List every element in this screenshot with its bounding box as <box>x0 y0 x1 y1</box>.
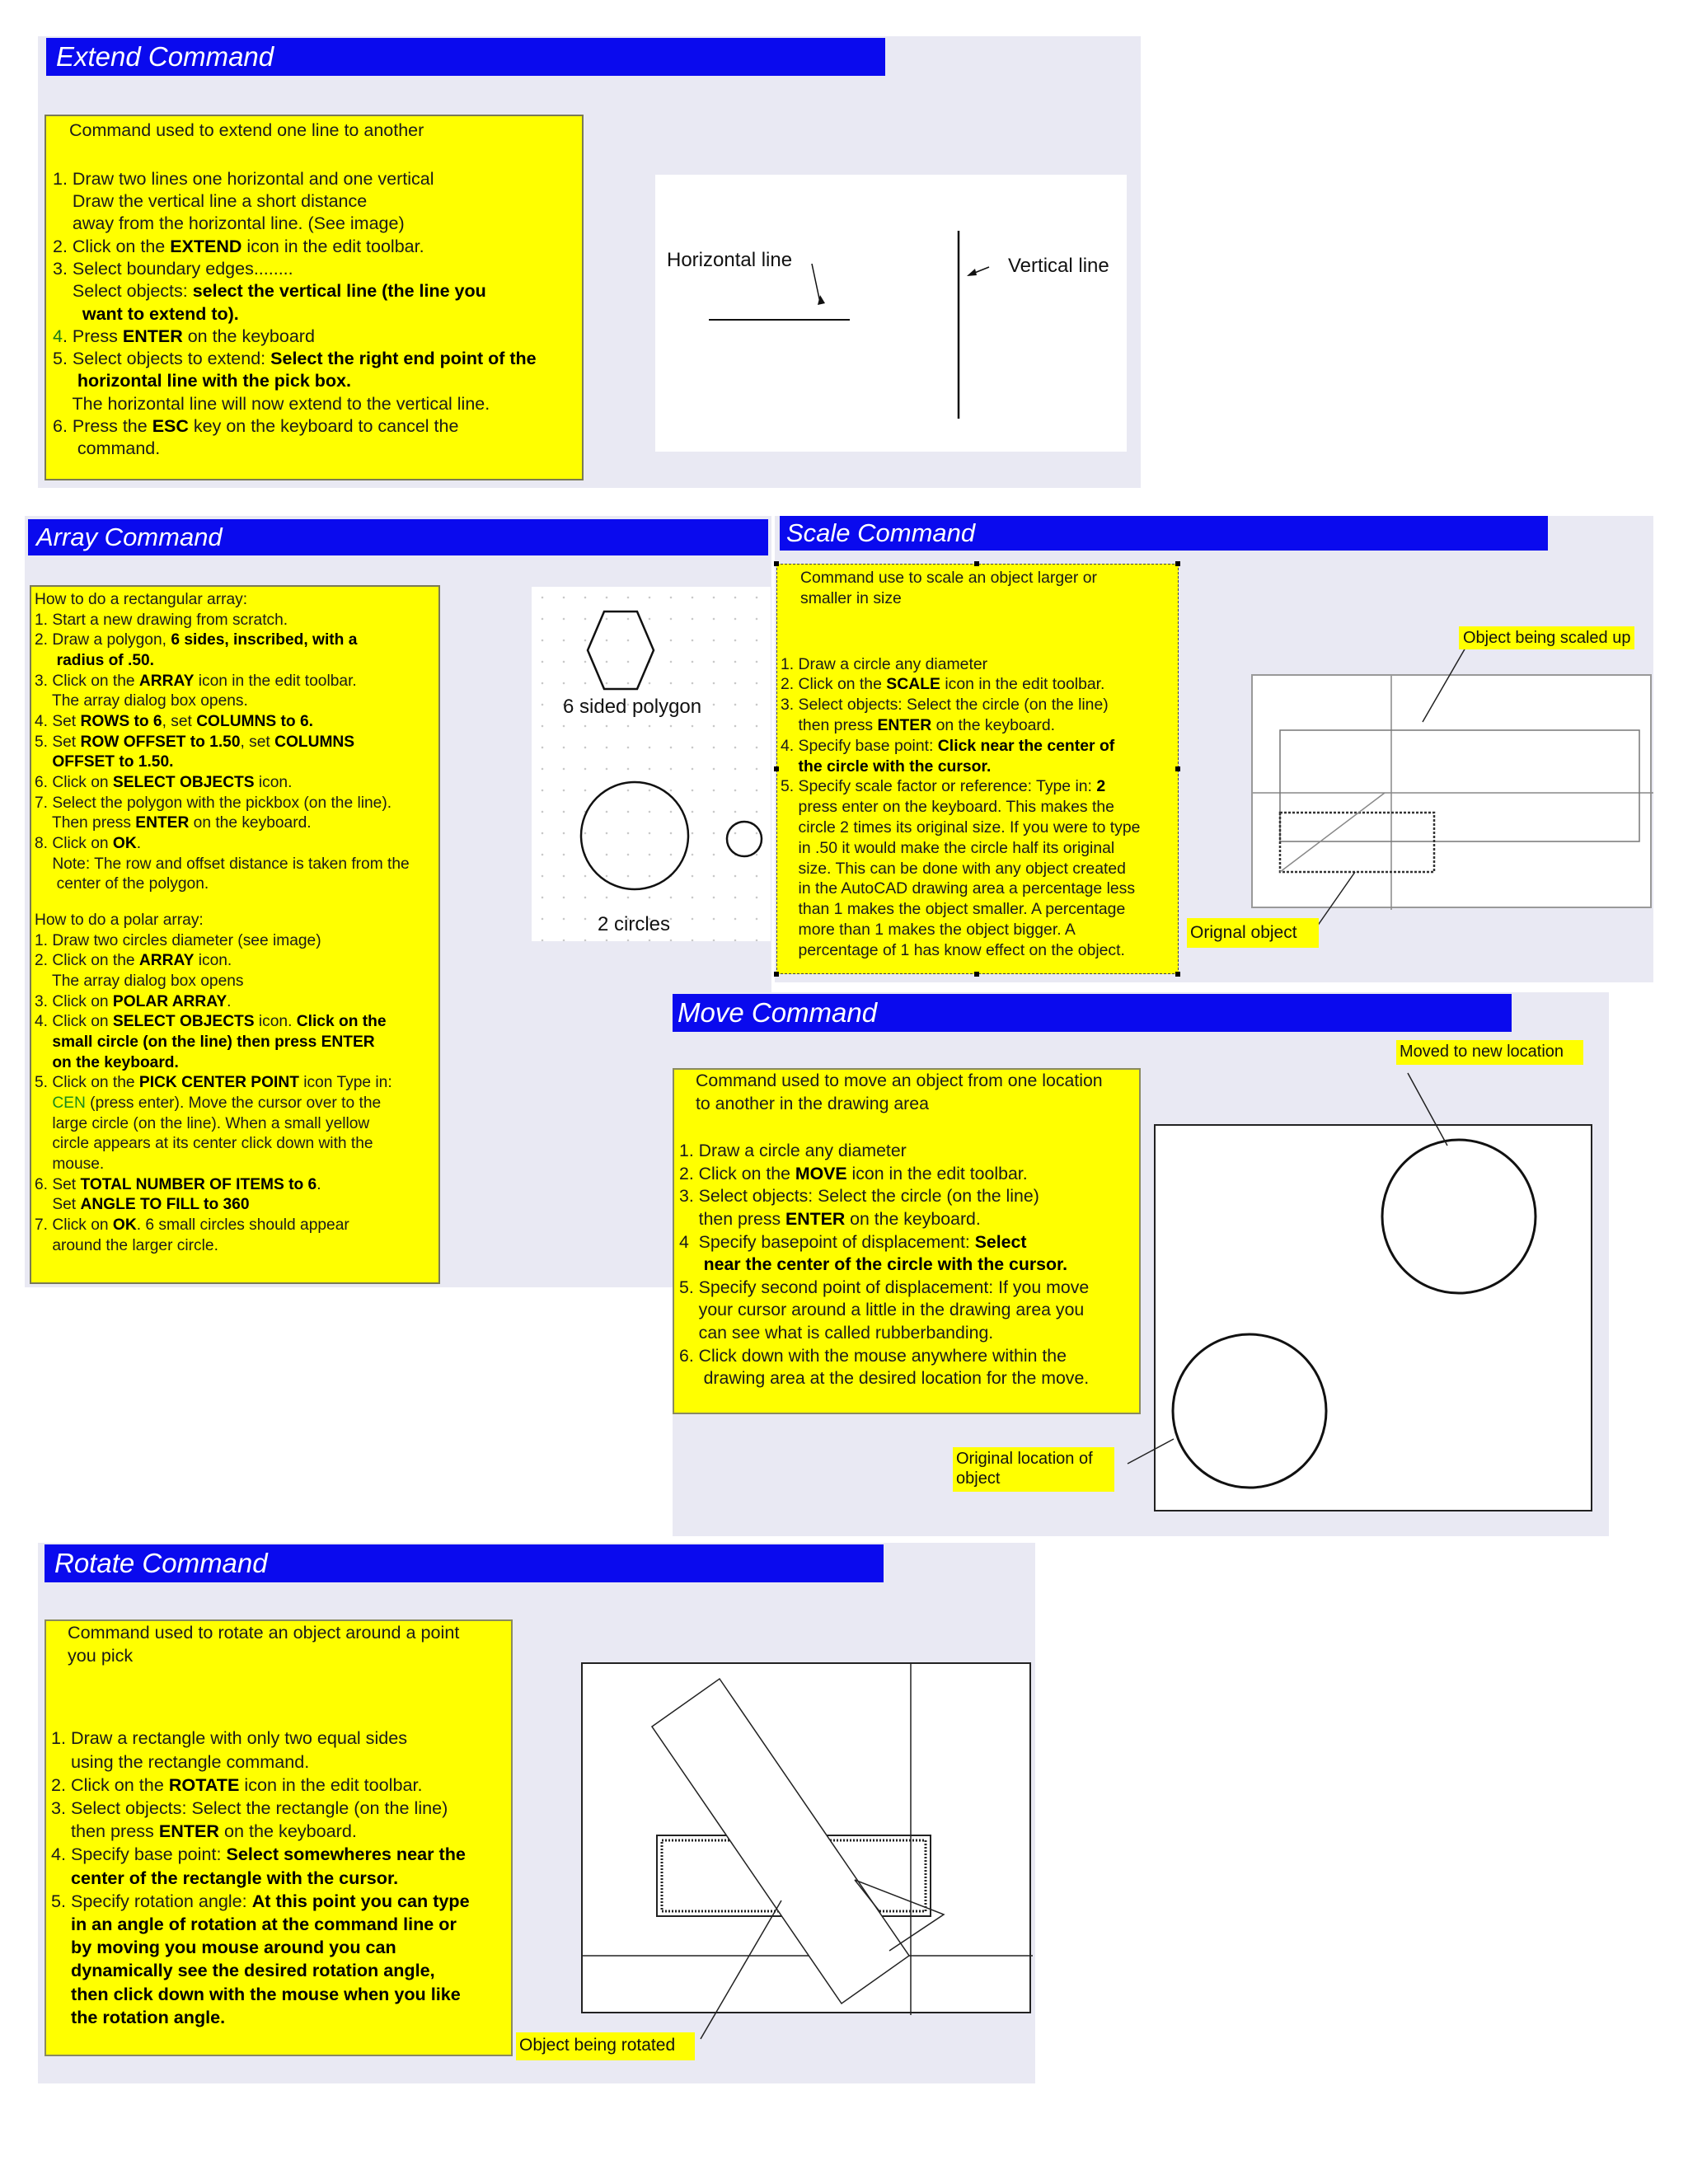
step-line <box>679 1345 1134 1368</box>
step-text: TOTAL NUMBER OF ITEMS to 6 <box>80 1175 317 1193</box>
step-line <box>679 1163 1134 1186</box>
step-line <box>51 1890 506 1913</box>
array-steps <box>35 590 435 1256</box>
step-text: percentage of 1 has know effect on the object. <box>781 940 1125 959</box>
step-line <box>35 1155 435 1175</box>
step-text: 5. Click on the <box>35 1074 139 1092</box>
step-text: in an angle of rotation at the command line or <box>51 1914 457 1935</box>
step-line <box>781 695 1175 715</box>
step-text: COLUMNS to 6. <box>196 712 313 730</box>
step-text: . 6 small circles should appear <box>136 1216 349 1234</box>
step-text: ROW OFFSET to 1.50 <box>80 733 241 751</box>
step-text: , set <box>240 733 275 751</box>
step-text: (press enter). Move the cursor over to the <box>85 1094 382 1112</box>
step-text: 1. Draw a circle any diameter <box>781 654 988 673</box>
step-line <box>781 879 1175 899</box>
horizontal-leader <box>812 264 820 302</box>
step-text: center of the rectangle with the cursor. <box>51 1867 399 1888</box>
step-line <box>51 1774 506 1797</box>
scale-instructions <box>776 564 1179 974</box>
step-text: 3. Select boundary edges........ <box>53 258 293 279</box>
step-text: the rotation angle. <box>51 2006 226 2027</box>
scale-original-label: Orignal object <box>1187 918 1319 948</box>
step-text: 6. Click on <box>35 773 113 791</box>
step-line <box>781 757 1175 777</box>
step-text: in .50 it would make the circle half its original <box>781 838 1115 857</box>
step-text: 2 <box>1096 777 1106 796</box>
step-text: 3. Click on <box>35 992 113 1010</box>
step-text: icon. <box>254 773 293 791</box>
step-line <box>35 911 435 931</box>
step-line <box>51 1843 506 1866</box>
step-text: 7. Select the polygon with the pickbox (on the line). <box>35 794 392 812</box>
step-line <box>35 1236 435 1257</box>
step-text: Set <box>35 1196 81 1214</box>
step-text: small circle (on the line) then press ENTER <box>35 1033 375 1051</box>
step-text: 5. Set <box>35 733 81 751</box>
step-text: Select objects: <box>53 281 193 302</box>
step-text: COLUMNS <box>274 733 355 751</box>
step-text: 5. Specify second point of displacement: If you move <box>679 1277 1090 1297</box>
step-line <box>781 797 1175 818</box>
step-line <box>51 1959 506 1982</box>
scale-intro-1: Command use to scale an object larger or <box>800 569 1097 587</box>
step-text: SELECT OBJECTS <box>112 1013 255 1031</box>
array-instructions <box>30 585 440 1284</box>
step-line <box>679 1277 1134 1300</box>
step-text: 5. Select objects to extend: <box>53 349 271 369</box>
step-line <box>35 1216 435 1236</box>
vertical-line-label: Vertical line <box>1008 255 1109 277</box>
step-text: 3. Select objects: Select the circle (on the line) <box>781 696 1109 715</box>
step-line <box>53 190 575 213</box>
step-line <box>51 1797 506 1820</box>
step-line <box>35 773 435 794</box>
step-line <box>35 834 435 855</box>
step-line <box>35 1094 435 1114</box>
step-text: using the rectangle command. <box>51 1750 310 1772</box>
scaled-rectangle-shape <box>1280 730 1639 841</box>
step-text: Select <box>974 1231 1027 1252</box>
step-line <box>781 899 1175 920</box>
rotate-diagram <box>583 1664 1033 2015</box>
step-line <box>679 1208 1134 1231</box>
step-line <box>35 992 435 1013</box>
step-line <box>781 859 1175 879</box>
step-line <box>35 590 435 611</box>
step-line <box>51 1820 506 1843</box>
step-text: Note: The row and offset distance is taken from the <box>35 855 410 873</box>
step-line <box>679 1254 1134 1277</box>
step-line <box>35 1073 435 1094</box>
step-text: 2. Click on the <box>781 675 887 694</box>
extend-title: Extend Command <box>46 38 885 76</box>
hexagon-shape <box>588 612 654 689</box>
step-line <box>781 920 1175 940</box>
step-text: , set <box>162 712 197 730</box>
step-text: away from the horizontal line. (See image) <box>53 213 405 234</box>
step-line <box>35 794 435 814</box>
step-text: on the keyboard. <box>219 1821 357 1842</box>
step-text: 6. Press the <box>53 416 152 437</box>
horizontal-line-label: Horizontal line <box>667 249 793 271</box>
step-text: the circle with the cursor. <box>781 757 992 776</box>
step-text: 1. Draw two lines one horizontal and one vertical <box>53 168 434 189</box>
step-line <box>781 715 1175 736</box>
step-text: ROWS to 6 <box>80 712 162 730</box>
extend-instructions <box>45 115 584 480</box>
step-text: on the keyboard. <box>845 1208 981 1229</box>
step-text: 5. Specify scale factor or reference: Type in: <box>781 777 1097 796</box>
rotated-object-label: Object being rotated <box>516 2032 695 2060</box>
rotate-intro-2: you pick <box>68 1645 134 1666</box>
step-text: 4. Set <box>35 712 81 730</box>
step-text: 2. Click on the <box>53 236 171 256</box>
step-line <box>679 1231 1134 1254</box>
step-text: ROTATE <box>168 1774 240 1795</box>
step-line <box>51 1727 506 1750</box>
step-line <box>53 303 575 326</box>
step-text: . <box>227 992 232 1010</box>
step-line <box>53 213 575 235</box>
step-text: icon in the edit toolbar. <box>241 236 424 256</box>
step-text: ENTER <box>877 715 932 734</box>
step-text: than 1 makes the object smaller. A percentage <box>781 900 1126 919</box>
array-title: Array Command <box>28 519 768 555</box>
vertical-leader-arrow <box>967 269 977 276</box>
step-text: press enter on the keyboard. This makes the <box>781 798 1114 817</box>
step-text: 6. Click down with the mouse anywhere within the <box>679 1345 1067 1366</box>
step-line <box>35 672 435 692</box>
step-line <box>35 691 435 712</box>
step-text: mouse. <box>35 1155 105 1173</box>
step-line <box>51 1936 506 1959</box>
step-line <box>679 1185 1134 1208</box>
step-text: Select the right end point of the <box>270 349 537 369</box>
step-text: How to do a polar array: <box>35 912 204 930</box>
step-text: radius of .50. <box>35 651 155 669</box>
step-text: dynamically see the desired rotation angle, <box>51 1960 435 1981</box>
large-circle-shape <box>581 782 688 889</box>
step-text: Select somewheres near the <box>226 1844 466 1865</box>
step-line <box>679 1322 1134 1345</box>
step-line <box>51 2006 506 2029</box>
step-line <box>781 674 1175 695</box>
step-line <box>53 258 575 280</box>
array-diagram <box>532 587 771 941</box>
step-text: on the keyboard. <box>189 814 312 832</box>
step-text: 1. Start a new drawing from scratch. <box>35 611 288 629</box>
move-intro-2: to another in the drawing area <box>696 1093 929 1113</box>
step-text: 8. Click on <box>35 834 113 852</box>
original-location-label-2: object <box>956 1469 1001 1488</box>
step-text: icon in the edit toolbar. <box>239 1774 423 1795</box>
step-line <box>35 931 435 952</box>
step-text: The horizontal line will now extend to the vertical line. <box>53 393 490 414</box>
array-drawing <box>532 587 771 941</box>
step-text: EXTEND <box>170 236 242 256</box>
step-line <box>35 611 435 631</box>
step-text: Then press <box>35 814 136 832</box>
step-text: near the center of the circle with the cursor. <box>679 1254 1068 1275</box>
step-text: command. <box>53 438 161 459</box>
step-text: then press <box>679 1208 786 1229</box>
scaled-object-label: Object being scaled up <box>1459 626 1634 649</box>
step-line <box>35 895 435 911</box>
step-text: icon in the edit toolbar. <box>846 1163 1028 1183</box>
step-line <box>781 736 1175 757</box>
extend-intro: Command used to extend one line to another <box>69 120 424 140</box>
step-line <box>35 630 435 651</box>
step-line <box>35 1175 435 1196</box>
step-line <box>35 813 435 834</box>
step-text: 4. Specify base point: <box>781 736 938 755</box>
step-text: CEN <box>52 1094 86 1112</box>
scale-drawing <box>1251 674 1652 908</box>
step-text: more than 1 makes the object bigger. A <box>781 920 1076 939</box>
step-text: circle 2 times its original size. If you were to type <box>781 818 1141 837</box>
step-text: ARRAY <box>138 672 195 690</box>
step-text: . <box>316 1175 321 1193</box>
step-line <box>35 651 435 672</box>
step-text: on the keyboard. <box>35 1053 179 1071</box>
step-text: icon. <box>194 952 232 970</box>
step-line <box>35 1033 435 1053</box>
step-text: POLAR ARRAY <box>112 992 227 1010</box>
circles-label: 2 circles <box>598 913 671 935</box>
step-text: The array dialog box opens <box>35 972 244 990</box>
step-text: your cursor around a little in the drawing area you <box>679 1300 1085 1320</box>
step-text: 4 <box>53 326 63 346</box>
step-text: center of the polygon. <box>35 875 209 893</box>
step-text: around the larger circle. <box>35 1236 218 1254</box>
step-text: by moving you mouse around you can <box>51 1937 396 1958</box>
step-text: 4. Click on <box>35 1013 113 1031</box>
step-line <box>35 1134 435 1155</box>
extend-steps <box>53 168 575 461</box>
step-text: Draw the vertical line a short distance <box>53 191 368 212</box>
step-text: SCALE <box>886 675 940 694</box>
original-location-label <box>953 1447 1114 1492</box>
step-text: 2. Click on the <box>51 1774 169 1795</box>
step-line <box>51 1913 506 1936</box>
rotate-intro-1: Command used to rotate an object around a point <box>68 1622 460 1643</box>
step-line <box>679 1140 1134 1163</box>
step-line <box>781 940 1175 961</box>
step-text: 4 Specify basepoint of displacement: <box>679 1231 975 1252</box>
step-line <box>35 855 435 875</box>
step-line <box>781 654 1175 675</box>
step-text: ENTER <box>785 1208 846 1229</box>
step-text: ENTER <box>135 814 190 832</box>
rotate-instructions <box>45 1619 513 2056</box>
step-text: ANGLE TO FILL to 360 <box>80 1196 250 1214</box>
step-text: 1. Draw a circle any diameter <box>679 1141 907 1161</box>
step-line <box>781 818 1175 838</box>
step-text: ENTER <box>122 326 183 346</box>
extend-diagram <box>655 175 1127 452</box>
move-steps <box>679 1140 1134 1390</box>
rotate-title: Rotate Command <box>45 1544 884 1582</box>
original-location-label-1: Original location of <box>956 1450 1093 1468</box>
step-line <box>35 1114 435 1135</box>
move-diagram <box>1156 1126 1594 1513</box>
rotate-drawing <box>581 1662 1031 2013</box>
step-line <box>51 1983 506 2006</box>
move-drawing <box>1154 1124 1592 1511</box>
step-text: 2. Draw a polygon, <box>35 631 171 649</box>
step-line <box>781 838 1175 859</box>
step-line <box>35 752 435 773</box>
step-text: ESC <box>152 416 189 437</box>
step-line <box>35 874 435 895</box>
step-text: . <box>136 834 142 852</box>
polygon-label: 6 sided polygon <box>563 696 702 718</box>
move-intro-1: Command used to move an object from one location <box>696 1071 1103 1090</box>
step-line <box>35 712 435 733</box>
step-line <box>53 168 575 190</box>
step-text: 6 sides, inscribed, with a <box>171 631 358 649</box>
step-text: MOVE <box>795 1163 847 1183</box>
step-text: ENTER <box>158 1821 220 1842</box>
step-line <box>781 776 1175 797</box>
step-text: key on the keyboard to cancel the <box>188 416 459 437</box>
extend-drawing <box>655 175 1127 452</box>
step-line <box>679 1367 1134 1390</box>
step-text: SELECT OBJECTS <box>112 773 255 791</box>
step-text: large circle (on the line). When a small yellow <box>35 1114 370 1132</box>
step-text: 2. Click on the <box>679 1163 795 1183</box>
step-text: on the keyboard. <box>931 715 1056 734</box>
step-line <box>679 1299 1134 1322</box>
step-text: then press <box>781 715 878 734</box>
step-text: icon. <box>254 1013 297 1031</box>
step-text: in the AutoCAD drawing area a percentage less <box>781 879 1136 898</box>
step-text: select the vertical line (the line you <box>192 281 486 302</box>
move-instructions <box>673 1068 1141 1414</box>
step-text: size. This can be done with any object created <box>781 859 1126 878</box>
step-line <box>35 972 435 992</box>
step-text: OK <box>112 834 137 852</box>
step-text: icon in the edit toolbar. <box>940 675 1105 694</box>
step-text: icon in the edit toolbar. <box>194 672 357 690</box>
step-line <box>53 393 575 415</box>
step-text: 3. Click on the <box>35 672 139 690</box>
step-text: 3. Select objects: Select the circle (on the line) <box>679 1186 1039 1207</box>
step-text: 6. Set <box>35 1175 81 1193</box>
move-title: Move Command <box>673 994 1512 1032</box>
step-line <box>35 733 435 753</box>
step-text: 5. Specify rotation angle: <box>51 1890 252 1911</box>
moved-circle-shape <box>1382 1140 1536 1293</box>
step-text: OK <box>112 1216 137 1234</box>
step-line <box>51 1867 506 1890</box>
step-text: can see what is called rubberbanding. <box>679 1322 994 1343</box>
scale-intro-2: smaller in size <box>800 588 902 607</box>
step-line <box>35 951 435 972</box>
scale-title: Scale Command <box>780 516 1548 551</box>
step-text: horizontal line with the pick box. <box>53 371 351 391</box>
step-text: 1. Draw two circles diameter (see image) <box>35 931 321 949</box>
rotate-steps <box>51 1727 506 2029</box>
step-text: then click down with the mouse when you like <box>51 1983 461 2004</box>
step-line <box>53 326 575 348</box>
step-text: 1. Draw a rectangle with only two equal sides <box>51 1727 408 1749</box>
step-line <box>35 1053 435 1074</box>
step-line <box>35 1195 435 1216</box>
step-line <box>53 236 575 258</box>
moved-location-label: Moved to new location <box>1396 1040 1583 1065</box>
step-text: 2. Click on the <box>35 952 139 970</box>
step-text: Click on the <box>296 1013 387 1031</box>
step-line <box>53 415 575 438</box>
step-line <box>53 370 575 392</box>
step-text <box>35 1094 52 1112</box>
step-text: icon Type in: <box>298 1074 392 1092</box>
step-text: on the keyboard <box>182 326 315 346</box>
step-text: 3. Select objects: Select the rectangle (on the line) <box>51 1797 448 1819</box>
step-text: ARRAY <box>138 952 195 970</box>
step-text: drawing area at the desired location for the move. <box>679 1368 1090 1389</box>
step-line <box>53 438 575 460</box>
step-text: want to extend to). <box>53 303 239 324</box>
step-text: How to do a rectangular array: <box>35 591 248 608</box>
scale-steps <box>781 654 1175 961</box>
step-text: OFFSET to 1.50. <box>35 753 174 771</box>
small-circle-shape <box>727 822 762 856</box>
step-text: 7. Click on <box>35 1216 113 1234</box>
step-text: circle appears at its center click down with the <box>35 1135 373 1153</box>
step-line <box>53 280 575 302</box>
step-text: The array dialog box opens. <box>35 692 248 710</box>
step-text: . Press <box>62 326 123 346</box>
step-text: At this point you can type <box>251 1890 470 1911</box>
scale-diagram <box>1253 676 1653 910</box>
original-rectangle-shape <box>1280 813 1434 872</box>
step-text: then press <box>51 1821 159 1842</box>
step-text: 4. Specify base point: <box>51 1844 227 1865</box>
step-text: PICK CENTER POINT <box>138 1074 299 1092</box>
step-line <box>35 1012 435 1033</box>
original-circle-shape <box>1173 1334 1326 1488</box>
step-line <box>51 1750 506 1774</box>
step-line <box>53 348 575 370</box>
step-text: Click near the center of <box>937 736 1115 755</box>
